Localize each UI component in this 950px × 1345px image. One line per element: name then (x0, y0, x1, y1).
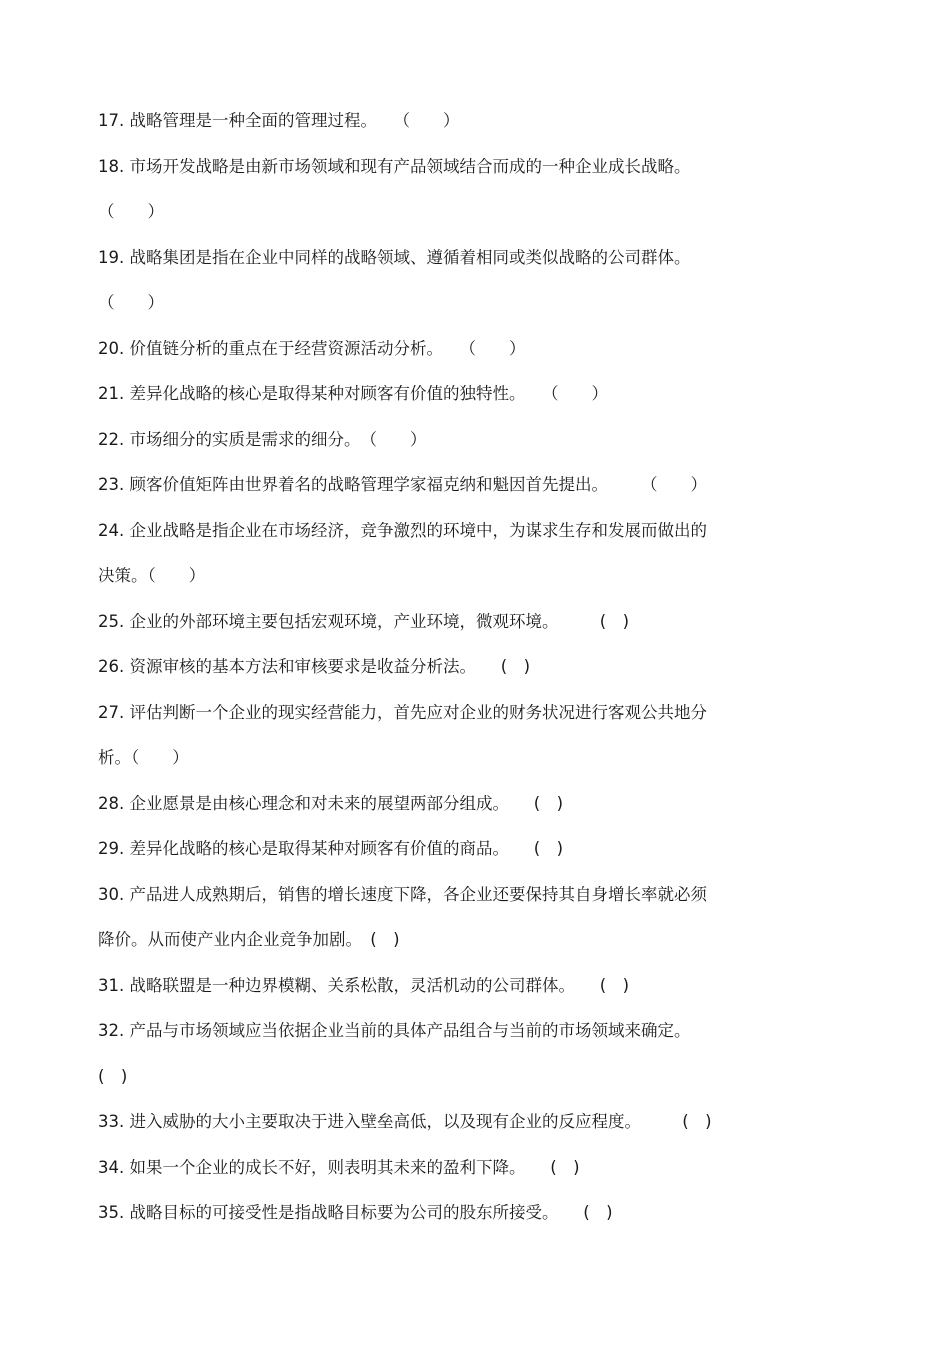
question-item: 22. 市场细分的实质是需求的细分。 （ ） (98, 429, 427, 449)
question-item: 23. 顾客价值矩阵由世界着名的战略管理学家福克纳和魁因首先提出。 （ ） (98, 475, 707, 494)
question-item: 18. 市场开发战略是由新市场领域和现有产品领域结合而成的一种企业成长战略。 (98, 156, 691, 176)
question-continuation: （ ） (98, 202, 164, 221)
question-item: 26. 资源审核的基本方法和审核要求是收益分析法。 ( ) (98, 657, 531, 676)
question-continuation: 决策。（ ） (98, 566, 206, 585)
question-continuation: 降价。从而使产业内企业竞争加剧。 ( ) (98, 930, 400, 949)
question-item: 35. 战略目标的可接受性是指战略目标要为公司的股东所接受。 ( ) (98, 1203, 613, 1222)
question-item: 19. 战略集团是指在企业中同样的战略领域、遵循着相同或类似战略的公司群体。 (98, 247, 691, 267)
question-list (98, 98, 828, 1236)
question-item: 21. 差异化战略的核心是取得某种对顾客有价值的独特性。 （ ） (98, 384, 608, 403)
question-item: 31. 战略联盟是一种边界模糊、关系松散，灵活机动的公司群体。 ( ) (98, 975, 630, 995)
question-item: 30. 产品进人成熟期后，销售的增长速度下降，各企业还要保持其自身增长率就必须 (98, 884, 707, 904)
question-item: 17. 战略管理是一种全面的管理过程。 （ ） (98, 111, 460, 130)
question-item: 34. 如果一个企业的成长不好，则表明其未来的盈利下降。 ( ) (98, 1157, 580, 1177)
question-item: 20. 价值链分析的重点在于经营资源活动分析。 （ ） (98, 338, 526, 358)
question-item: 27. 评估判断一个企业的现实经营能力，首先应对企业的财务状况进行客观公共地分 (98, 702, 707, 722)
question-continuation: （ ） (98, 293, 164, 312)
question-item: 33. 进入威胁的大小主要取决于进入壁垒高低，以及现有企业的反应程度。 ( ) (98, 1112, 712, 1131)
question-item: 25. 企业的外部环境主要包括宏观环境，产业环境，微观环境。 ( ) (98, 611, 630, 631)
question-continuation: 析。（ ） (98, 748, 189, 767)
question-item: 28. 企业愿景是由核心理念和对未来的展望两部分组成。 ( ) (98, 793, 564, 813)
question-item: 24. 企业战略是指企业在市场经济，竞争激烈的环境中，为谋求生存和发展而做出的 (98, 520, 707, 540)
question-item: 29. 差异化战略的核心是取得某种对顾客有价值的商品。 ( ) (98, 839, 564, 858)
question-continuation: ( ) (98, 1066, 128, 1086)
question-item: 32. 产品与市场领域应当依据企业当前的具体产品组合与当前的市场领域来确定。 (98, 1021, 691, 1040)
